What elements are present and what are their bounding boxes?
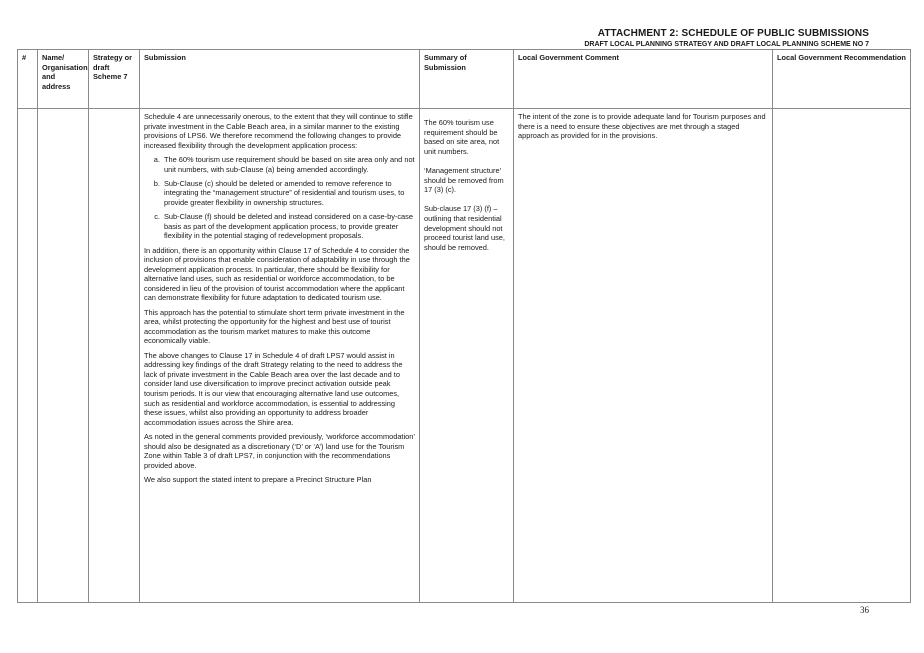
- column-header-summary: Summary of Submission: [420, 50, 514, 109]
- submissions-table: [17, 49, 911, 603]
- submission-recommendation-list: [144, 155, 415, 241]
- column-header-recommendation: Local Government Recommendation: [773, 50, 911, 109]
- submission-intro: Schedule 4 are unnecessarily onerous, to the extent that they will continue to stifle private investment in the Cable Beach area, in a similar manner to the existing provisions of LPS6. We therefore recommend the following changes to provide increased flexibility through the development application process:: [144, 112, 413, 150]
- cell-strategy: [89, 109, 140, 603]
- table-row: [18, 109, 911, 603]
- submission-paragraph: We also support the stated intent to prepare a Precinct Structure Plan: [144, 474, 372, 484]
- submission-paragraph: The above changes to Clause 17 in Schedule 4 of draft LPS7 would assist in addressing key findings of the draft Strategy relating to the need to address the lack of private investment in the Cable Beach area over the last decade and to consider land use diversification to improve precinct activation outside peak tourism periods. It is our view that encouraging alternative land use outcomes, such as residential and workforce accommodation, is essential to addressing these issues, whilst also providing an opportunity to address broader accommodation issues across the Shire area.: [144, 350, 403, 427]
- list-item: c. Sub-Clause (f) should be deleted and instead considered on a case-by-case basis as part of the development application process, to provide greater flexibility in the potential staging of redevelopment proposals.: [162, 212, 415, 241]
- attachment-subtitle: DRAFT LOCAL PLANNING STRATEGY AND DRAFT LOCAL PLANNING SCHEME NO 7: [584, 41, 869, 48]
- cell-comment: [514, 109, 773, 603]
- summary-point: The 60% tourism use requirement should be based on site area, not unit numbers.: [424, 118, 500, 156]
- column-header-comment: Local Government Comment: [514, 50, 773, 109]
- cell-number: [18, 109, 38, 603]
- cell-name: [38, 109, 89, 603]
- cell-recommendation: [773, 109, 911, 603]
- cell-submission: [140, 109, 420, 603]
- submission-paragraph: In addition, there is an opportunity within Clause 17 of Schedule 4 to consider the inclusion of provisions that enable consideration of adaptability in use through the development application process. In particular, there should be flexibility for alternative land uses, such as residential or workforce accommodation, to be considered in lieu of the provision of tourist accommodation where the applicant can demonstrate flexibility for future adaptation to dedicated tourism use.: [144, 245, 410, 303]
- column-header-submission: Submission: [140, 50, 420, 109]
- list-item: b. Sub-Clause (c) should be deleted or amended to remove reference to integrating the “management structure” of residential and tourism uses, to provide greater flexibility in ownership structures.: [162, 179, 415, 208]
- column-header-number: #: [18, 50, 38, 109]
- summary-point: Sub-clause 17 (3) (f) – outlining that residential development should not proceed tourist land use, should be removed.: [424, 204, 505, 252]
- submission-paragraph: This approach has the potential to stimulate short term private investment in the area, whilst protecting the opportunity for the highest and best use of tourist accommodation as the tourism market matures to make this outcome economically viable.: [144, 307, 405, 346]
- submission-paragraph: As noted in the general comments provided previously, ‘workforce accommodation’ should also be designated as a discretionary (‘D’ or ‘A’) land use for the Tourism Zone within Table 3 of draft LPS7, in conjunction with the recommendations provided above.: [144, 431, 415, 470]
- column-header-strategy: Strategy or draft Scheme 7: [89, 50, 140, 109]
- table-header-row: [18, 50, 911, 109]
- column-header-name: Name/ Organisation and address: [38, 50, 89, 109]
- summary-point: ‘Management structure’ should be removed from 17 (3) (c).: [424, 165, 504, 195]
- cell-summary: [420, 109, 514, 603]
- list-item: a. The 60% tourism use requirement should be based on site area only and not unit numbers, with sub-Clause (a) being amended accordingly.: [162, 155, 415, 174]
- comment-text: The intent of the zone is to provide adequate land for Tourism purposes and there is a need to ensure these objectives are met through a staged approach as provided for in the provisions.: [518, 112, 766, 141]
- page-number: 36: [860, 605, 869, 615]
- attachment-title: ATTACHMENT 2: SCHEDULE OF PUBLIC SUBMISSIONS: [597, 28, 869, 39]
